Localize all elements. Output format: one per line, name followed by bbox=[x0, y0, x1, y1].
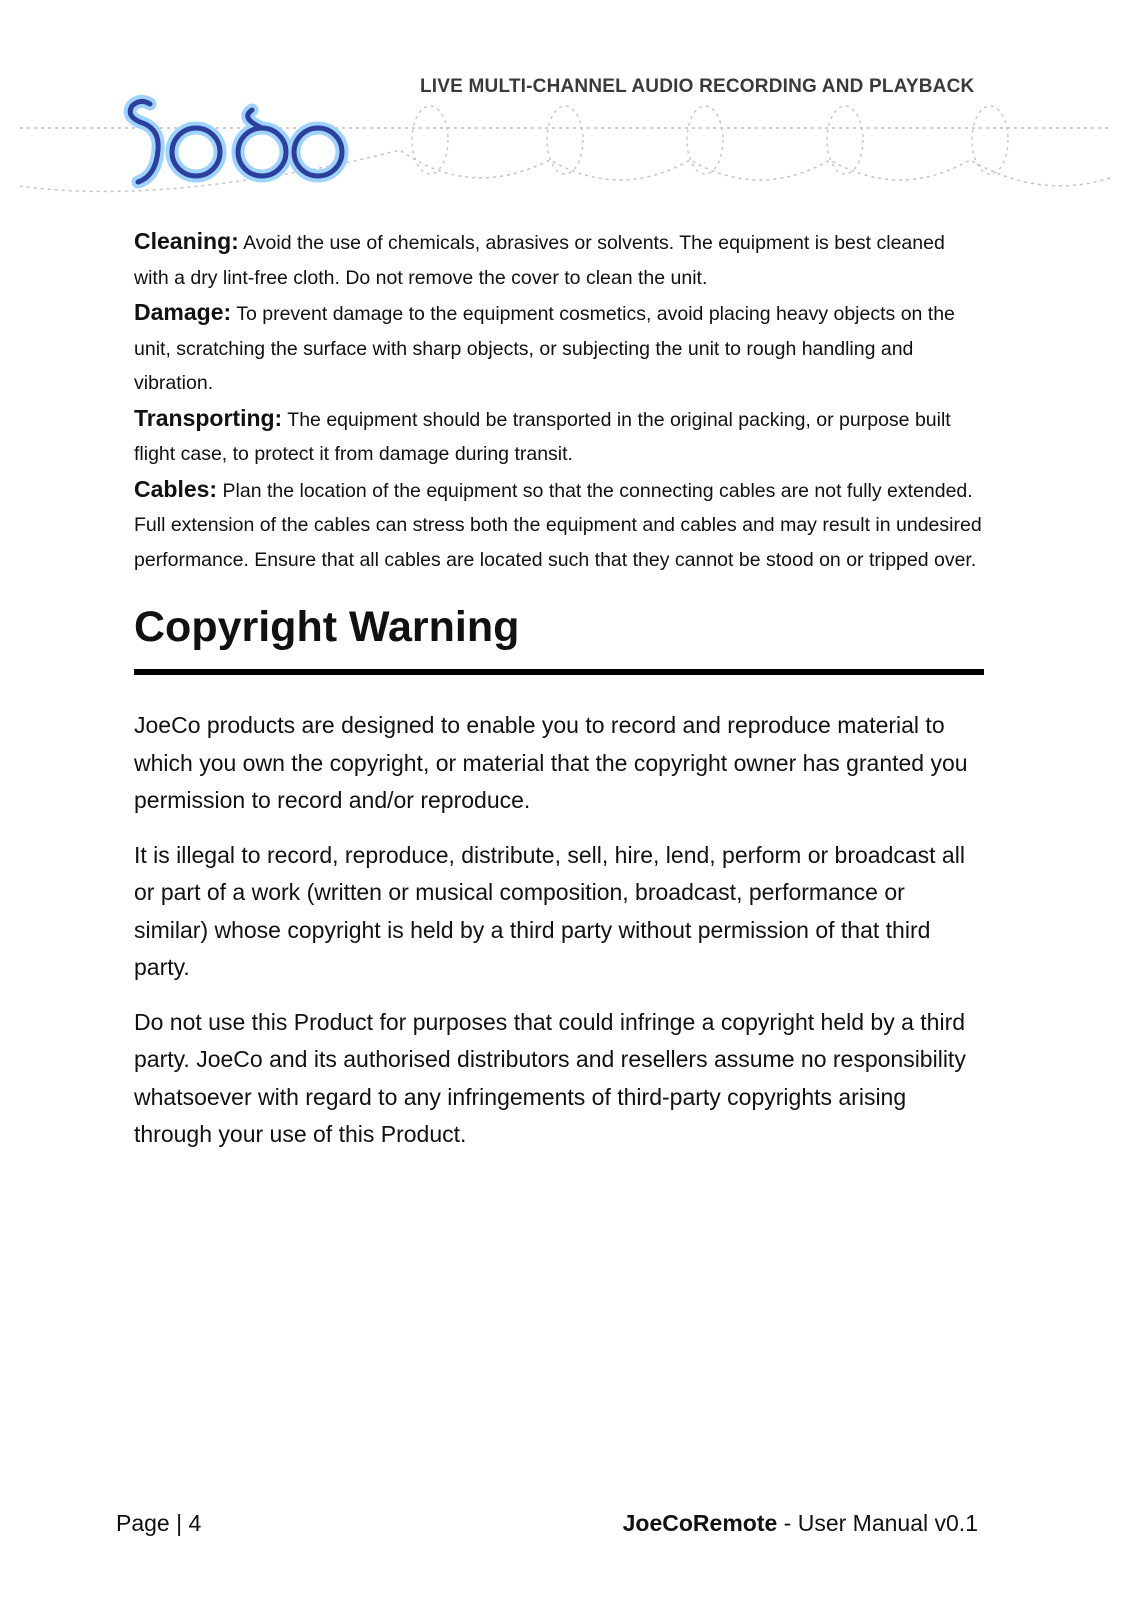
care-text: The equipment should be transported in the original packing, or purpose built flight case, to protect it from damage during transit. bbox=[134, 408, 951, 465]
section-heading: Copyright Warning bbox=[134, 599, 984, 675]
page-header bbox=[0, 0, 1128, 210]
header-tagline: LIVE MULTI-CHANNEL AUDIO RECORDING AND PLAYBACK bbox=[420, 76, 975, 97]
footer-manual: - User Manual v0.1 bbox=[777, 1510, 978, 1536]
copyright-paragraph: JoeCo products are designed to enable you to record and reproduce material to which you own the copyright, or material that the copyright owner has granted you permission to record and/or reproduce. bbox=[134, 712, 968, 813]
care-text: To prevent damage to the equipment cosmetics, avoid placing heavy objects on the unit, scratching the surface with sharp objects, or subjecting the unit to rough handling and vibration. bbox=[134, 303, 955, 394]
footer-title bbox=[623, 1510, 978, 1537]
care-term: Cables: bbox=[134, 475, 218, 502]
joeco-logo bbox=[130, 101, 342, 182]
care-cables bbox=[134, 472, 984, 578]
care-text: Plan the location of the equipment so that the connecting cables are not fully extended. Full extension of the cables can stress both the equipment and cables and may result in undesired performance. Ensure that all cables are located such that they cannot be stood on or tripped over. bbox=[134, 479, 982, 571]
footer-product: JoeCoRemote bbox=[622, 1510, 778, 1536]
copyright-paragraph: It is illegal to record, reproduce, distribute, sell, hire, lend, perform or broadcast all or part of a work (written or musical composition, broadcast, performance or similar) whose copyright is held by a third party without permission of that third party. bbox=[134, 841, 965, 980]
care-term: Cleaning: bbox=[134, 228, 239, 254]
care-term: Transporting: bbox=[134, 404, 283, 431]
care-text: Avoid the use of chemicals, abrasives or solvents. The equipment is best cleaned with a dry lint-free cloth. Do not remove the cover to clean the unit. bbox=[134, 232, 945, 289]
care-term: Damage: bbox=[134, 299, 232, 325]
care-transporting bbox=[134, 401, 984, 472]
copyright-paragraph: Do not use this Product for purposes that could infringe a copyright held by a third party. JoeCo and its authorised distributors and resellers assume no responsibility whatsoever with regard to any infringements of third-party copyrights arising through your use of this Product. bbox=[134, 1008, 966, 1147]
care-damage bbox=[134, 295, 984, 401]
care-cleaning bbox=[134, 224, 984, 295]
page-content bbox=[134, 224, 984, 1154]
header-decoration bbox=[0, 0, 1128, 210]
page-number: Page | 4 bbox=[116, 1510, 202, 1536]
